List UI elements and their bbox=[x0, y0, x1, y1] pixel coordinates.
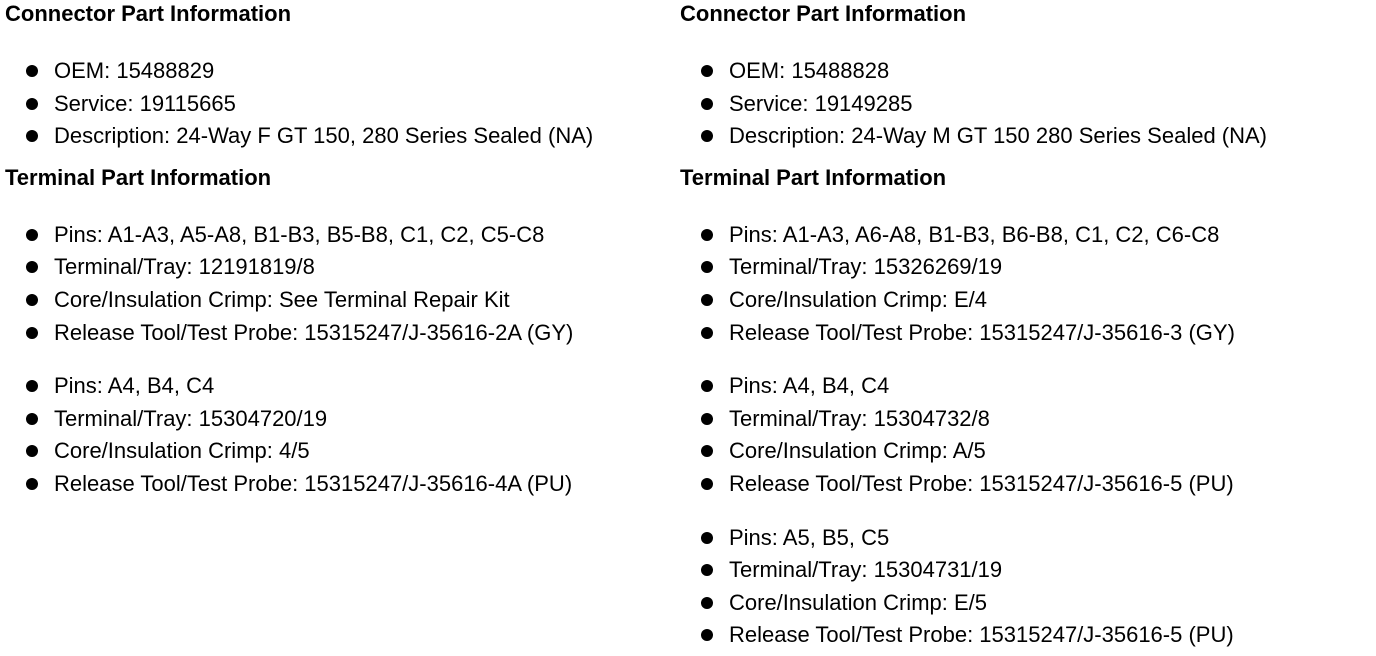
bullet-icon bbox=[701, 478, 713, 490]
bullet-icon bbox=[26, 413, 38, 425]
bullet-icon bbox=[701, 294, 713, 306]
list-item bbox=[5, 435, 675, 468]
bullet-icon bbox=[26, 380, 38, 392]
release-tool-text: Release Tool/Test Probe: 15315247/J-35616-2A (GY) bbox=[54, 319, 574, 345]
terminal-tray-text: Terminal/Tray: 15326269/19 bbox=[729, 254, 1003, 280]
bullet-icon bbox=[701, 629, 713, 641]
description-text: Description: 24-Way F GT 150, 280 Series Sealed (NA) bbox=[54, 123, 594, 149]
bullet-icon bbox=[701, 413, 713, 425]
list-item bbox=[680, 55, 1370, 88]
service-text: Service: 19149285 bbox=[729, 90, 913, 116]
bullet-icon bbox=[26, 327, 38, 339]
list-item bbox=[5, 88, 675, 121]
terminal-tray-text: Terminal/Tray: 12191819/8 bbox=[54, 254, 315, 280]
pins-text: Pins: A4, B4, C4 bbox=[54, 373, 215, 399]
bullet-icon bbox=[701, 261, 713, 273]
service-text: Service: 19115665 bbox=[54, 90, 236, 116]
terminal-tray-text: Terminal/Tray: 15304720/19 bbox=[54, 405, 328, 431]
list-item bbox=[680, 219, 1370, 252]
list-item bbox=[680, 403, 1370, 436]
list-item bbox=[5, 251, 675, 284]
terminal-heading: Terminal Part Information bbox=[5, 164, 272, 190]
list-item bbox=[680, 554, 1370, 587]
list-item bbox=[5, 284, 675, 317]
connector-heading: Connector Part Information bbox=[680, 1, 967, 26]
terminal-group-1 bbox=[5, 219, 675, 349]
list-item bbox=[680, 587, 1370, 620]
terminal-group-3 bbox=[680, 522, 1370, 652]
terminal-group-2 bbox=[5, 370, 675, 500]
bullet-icon bbox=[701, 98, 713, 110]
oem-text: OEM: 15488828 bbox=[729, 58, 890, 83]
list-item bbox=[5, 317, 675, 350]
bullet-icon bbox=[26, 294, 38, 306]
terminal-heading: Terminal Part Information bbox=[680, 164, 947, 190]
crimp-text: Core/Insulation Crimp: E/5 bbox=[729, 589, 987, 615]
list-item bbox=[680, 120, 1370, 153]
crimp-text: Core/Insulation Crimp: E/4 bbox=[729, 286, 987, 312]
connector-list bbox=[680, 55, 1370, 153]
list-item bbox=[680, 88, 1370, 121]
list-item bbox=[680, 619, 1370, 652]
bullet-icon bbox=[26, 65, 38, 77]
right-column bbox=[680, 0, 1370, 652]
bullet-icon bbox=[26, 478, 38, 490]
crimp-text: Core/Insulation Crimp: 4/5 bbox=[54, 438, 310, 464]
bullet-icon bbox=[701, 597, 713, 609]
list-item bbox=[680, 251, 1370, 284]
list-item bbox=[5, 468, 675, 501]
terminal-tray-text: Terminal/Tray: 15304732/8 bbox=[729, 405, 990, 431]
left-column bbox=[5, 0, 675, 501]
list-item bbox=[680, 317, 1370, 350]
list-item bbox=[680, 284, 1370, 317]
bullet-icon bbox=[26, 130, 38, 142]
oem-text: OEM: 15488829 bbox=[54, 58, 215, 83]
bullet-icon bbox=[26, 445, 38, 457]
bullet-icon bbox=[26, 229, 38, 241]
pins-text: Pins: A5, B5, C5 bbox=[729, 524, 890, 550]
connector-list bbox=[5, 55, 675, 153]
list-item bbox=[5, 219, 675, 252]
list-item bbox=[5, 370, 675, 403]
description-text: Description: 24-Way M GT 150 280 Series Sealed (NA) bbox=[729, 123, 1268, 149]
list-item bbox=[5, 120, 675, 153]
list-item bbox=[5, 55, 675, 88]
bullet-icon bbox=[701, 65, 713, 77]
list-item bbox=[680, 435, 1370, 468]
bullet-icon bbox=[701, 130, 713, 142]
bullet-icon bbox=[701, 445, 713, 457]
terminal-group-1 bbox=[680, 219, 1370, 349]
crimp-text: Core/Insulation Crimp: See Terminal Repair Kit bbox=[54, 286, 510, 312]
release-tool-text: Release Tool/Test Probe: 15315247/J-35616-5 (PU) bbox=[729, 622, 1234, 648]
bullet-icon bbox=[701, 564, 713, 576]
release-tool-text: Release Tool/Test Probe: 15315247/J-35616-4A (PU) bbox=[54, 470, 573, 496]
terminal-tray-text: Terminal/Tray: 15304731/19 bbox=[729, 557, 1003, 583]
pins-text: Pins: A1-A3, A6-A8, B1-B3, B6-B8, C1, C2, C6-C8 bbox=[729, 221, 1220, 247]
bullet-icon bbox=[26, 261, 38, 273]
list-item bbox=[680, 522, 1370, 555]
bullet-icon bbox=[26, 98, 38, 110]
bullet-icon bbox=[701, 229, 713, 241]
release-tool-text: Release Tool/Test Probe: 15315247/J-35616-3 (GY) bbox=[729, 319, 1235, 345]
terminal-group-2 bbox=[680, 370, 1370, 500]
pins-text: Pins: A1-A3, A5-A8, B1-B3, B5-B8, C1, C2, C5-C8 bbox=[54, 221, 545, 247]
release-tool-text: Release Tool/Test Probe: 15315247/J-35616-5 (PU) bbox=[729, 470, 1234, 496]
list-item bbox=[680, 370, 1370, 403]
list-item bbox=[680, 468, 1370, 501]
bullet-icon bbox=[701, 532, 713, 544]
bullet-icon bbox=[701, 380, 713, 392]
pins-text: Pins: A4, B4, C4 bbox=[729, 373, 890, 399]
crimp-text: Core/Insulation Crimp: A/5 bbox=[729, 438, 986, 464]
connector-heading: Connector Part Information bbox=[5, 1, 292, 26]
list-item bbox=[5, 403, 675, 436]
bullet-icon bbox=[701, 327, 713, 339]
